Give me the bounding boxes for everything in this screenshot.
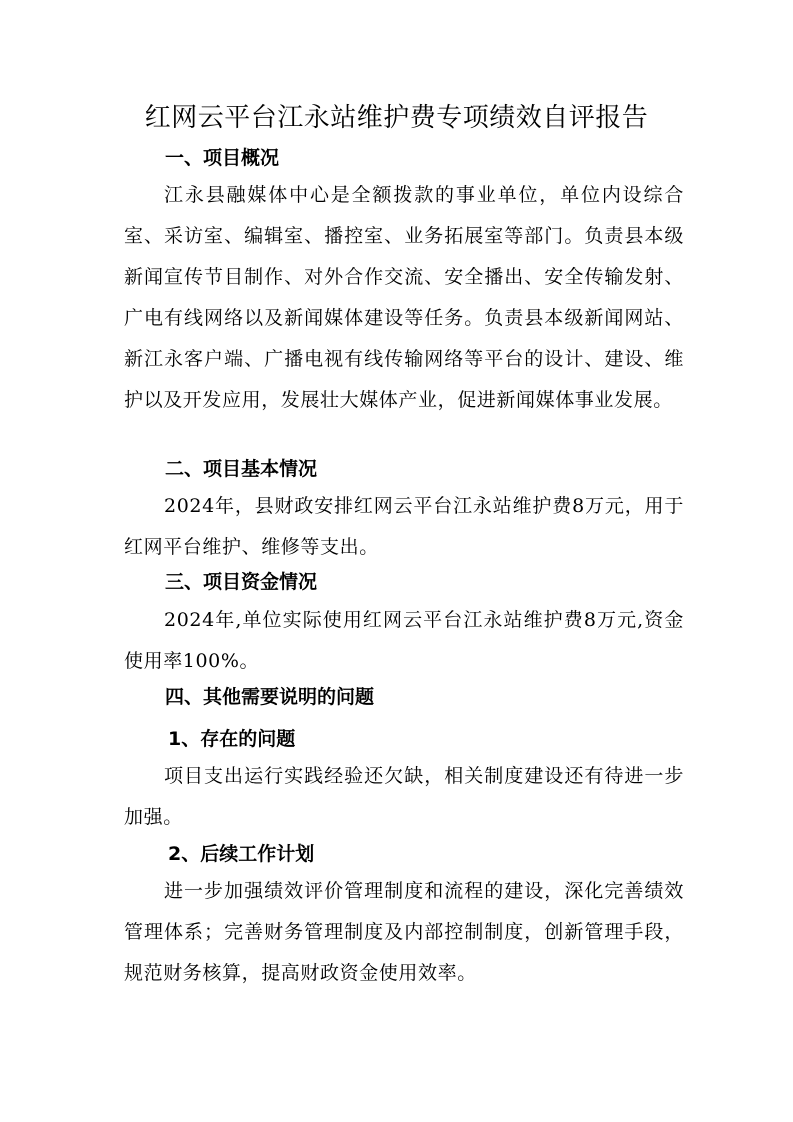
follow-up-plan-paragraph: 进一步加强绩效评价管理制度和流程的建设，深化完善绩效管理体系；完善财务管理制度及内部控制制度，创新管理手段，规范财务核算，提高财政资金使用效率。 — [124, 880, 684, 984]
basic-info-paragraph: 2024年，县财政安排红网云平台江永站维护费8万元，用于红网平台维护、维修等支出。 — [124, 495, 684, 558]
existing-problems-paragraph: 项目支出运行实践经验还欠缺，相关制度建设还有待进一步加强。 — [124, 765, 684, 828]
section-heading-overview: 一、项目概况 — [165, 147, 280, 169]
section-heading-funding: 三、项目资金情况 — [165, 571, 318, 593]
section-heading-other-issues: 四、其他需要说明的问题 — [165, 686, 375, 708]
funding-paragraph: 2024年,单位实际使用红网云平台江永站维护费8万元,资金使用率100%。 — [124, 609, 684, 672]
subsection-heading-follow-up-plan: 2、后续工作计划 — [168, 843, 315, 865]
section-heading-basic-info: 二、项目基本情况 — [165, 458, 318, 480]
overview-paragraph: 江永县融媒体中心是全额拨款的事业单位，单位内设综合室、采访室、编辑室、播控室、业务拓展室等部门。负责县本级新闻宣传节目制作、对外合作交流、安全播出、安全传输发射、广电有线网络以及新闻媒体建设等任务。负责县本级新闻网站、新江永客户端、广播电视有线传输网络等平台的设计、建设、维护以及开发应用，发展壮大媒体产业，促进新闻媒体事业发展。 — [124, 184, 684, 411]
subsection-heading-existing-problems: 1、存在的问题 — [168, 728, 296, 750]
document-title: 红网云平台江永站维护费专项绩效自评报告 — [144, 103, 649, 133]
